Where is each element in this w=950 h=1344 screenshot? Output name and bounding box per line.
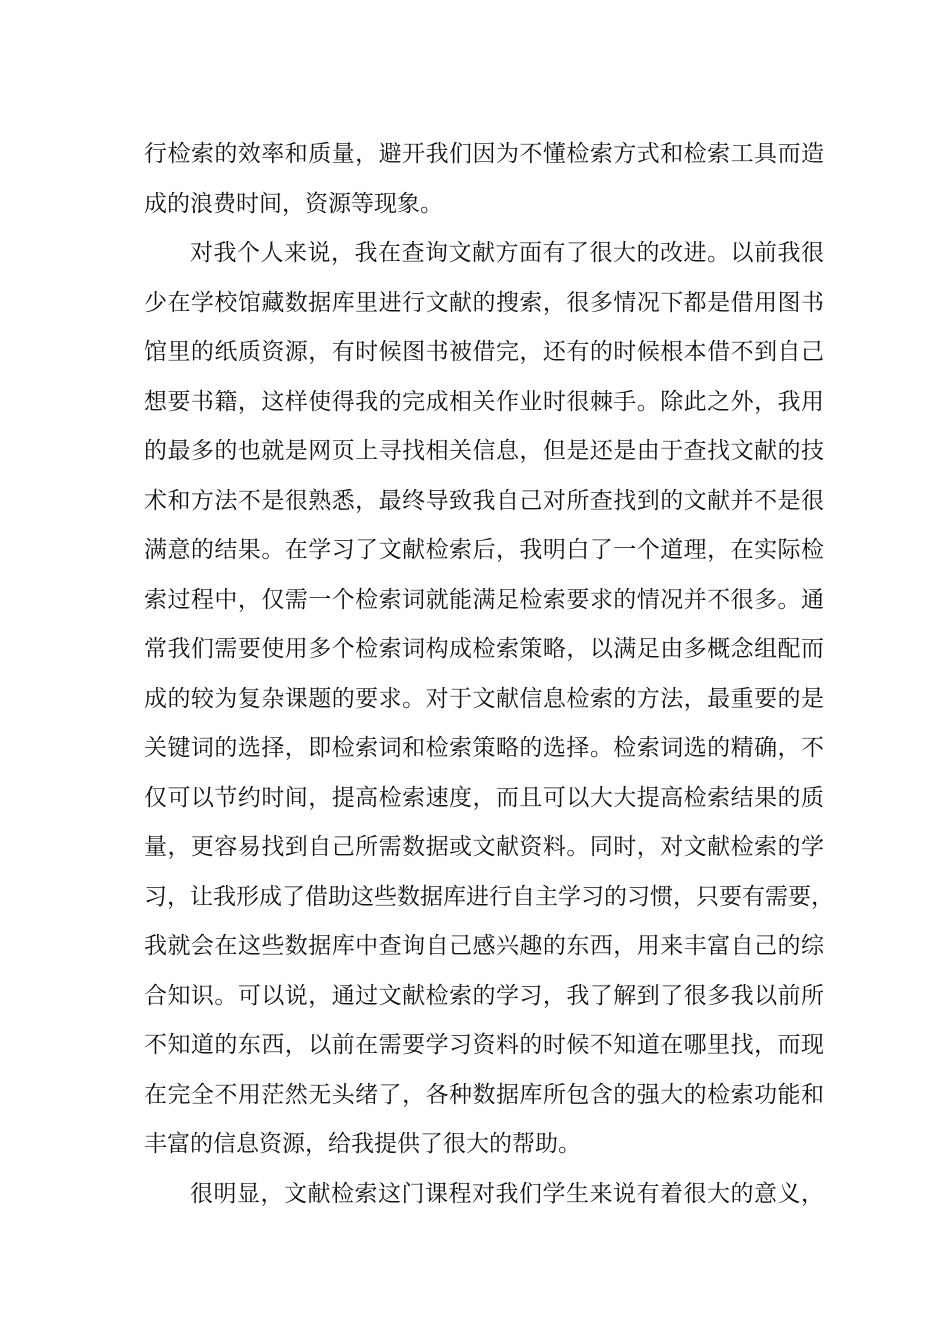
text-line: 常我们需要使用多个检索词构成检索策略，以满足由多概念组配而 — [144, 636, 824, 662]
text-line: 术和方法不是很熟悉，最终导致我自己对所查找到的文献并不是很 — [144, 487, 824, 514]
text-line: 量，更容易找到自己所需数据或文献资料。同时，对文献检索的学 — [144, 834, 824, 860]
text-line: 成的较为复杂课题的要求。对于文献信息检索的方法，最重要的是 — [144, 685, 824, 712]
text-line: 对我个人来说，我在查询文献方面有了很大的改进。以前我很 — [190, 240, 824, 266]
text-line: 丰富的信息资源，给我提供了很大的帮助。 — [144, 1131, 581, 1157]
text-line: 仅可以节约时间，提高检索速度，而且可以大大提高检索结果的质 — [144, 784, 824, 811]
text-line: 行检索的效率和质量，避开我们因为不懂检索方式和检索工具而造 — [144, 141, 824, 167]
text-line: 在完全不用茫然无头绪了，各种数据库所包含的强大的检索功能和 — [144, 1081, 824, 1108]
text-line: 习，让我形成了借助这些数据库进行自主学习的习惯，只要有需要， — [144, 883, 834, 910]
text-line: 我就会在这些数据库中查询自己感兴趣的东西，用来丰富自己的综 — [144, 933, 824, 959]
text-line: 索过程中，仅需一个检索词就能满足检索要求的情况并不很多。通 — [144, 586, 824, 613]
body-text — [144, 130, 834, 1219]
text-line: 想要书籍，这样使得我的完成相关作业时很棘手。除此之外，我用 — [144, 388, 824, 415]
text-line: 合知识。可以说，通过文献检索的学习，我了解到了很多我以前所 — [144, 982, 824, 1009]
text-line: 馆里的纸质资源，有时候图书被借完，还有的时候根本借不到自己 — [144, 339, 824, 365]
text-line: 关键词的选择，即检索词和检索策略的选择。检索词选的精确，不 — [144, 735, 824, 761]
text-line: 满意的结果。在学习了文献检索后，我明白了一个道理，在实际检 — [144, 537, 824, 563]
text-line: 不知道的东西，以前在需要学习资料的时候不知道在哪里找，而现 — [144, 1032, 824, 1058]
text-line: 很明显，文献检索这门课程对我们学生来说有着很大的意义， — [190, 1180, 824, 1207]
text-line: 的最多的也就是网页上寻找相关信息，但是还是由于查找文献的技 — [144, 438, 824, 464]
text-line: 成的浪费时间，资源等现象。 — [144, 190, 443, 217]
text-line: 少在学校馆藏数据库里进行文献的搜索，很多情况下都是借用图书 — [144, 289, 824, 316]
